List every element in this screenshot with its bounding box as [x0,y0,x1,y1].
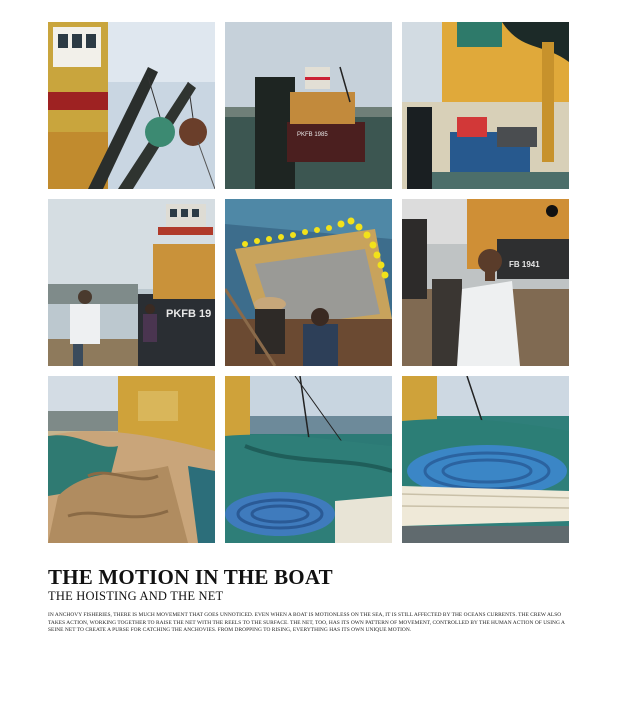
photo-boat-label: FB 1941 [509,260,540,269]
photo-blue-rope-green-net [402,376,569,543]
page-subtitle: THE HOISTING AND THE NET [48,589,224,603]
photo-boat-cabin-pulleys [48,22,215,189]
photo-boats-at-pier [48,199,215,366]
photo-boat-label: PKFB 19 [166,308,212,320]
photo-deck-reels [402,22,569,189]
photo-green-net-blue-rope [225,376,392,543]
photo-net-anchovies [225,199,392,366]
photo-man-on-pier [402,199,569,366]
photo-boat-at-jetty [225,22,392,189]
page-title: THE MOTION IN THE BOAT [48,565,333,589]
photo-tan-net-pile [48,376,215,543]
photo-boat-label: PKFB 1985 [297,132,328,138]
photo-grid [48,22,570,544]
body-text: IN ANCHOVY FISHERIES, THERE IS MUCH MOVEMENT THAT GOES UNNOTICED. EVEN WHEN A BOAT IS MOTIONLESS ON THE SEA, IT IS STILL AFFECTED BY THE OCEANS CURRENTS. THE CREW ALSO TAKES ACTION, WORKING TOGETHER TO RAISE THE NET WITH THE REELS TO THE SURFACE. THE NET, TOO, HAS ITS OWN PATTERN OF MOVEMENT, CONTROLLED BY THE HUMAN ACTION OF USING A SEINE NET TO CREATE A PURSE FOR CATCHING THE ANCHOVIES. FROM DROPPING TO RISING, EVERYTHING HAS ITS OWN UNIQUE MOTION. [48,612,565,634]
